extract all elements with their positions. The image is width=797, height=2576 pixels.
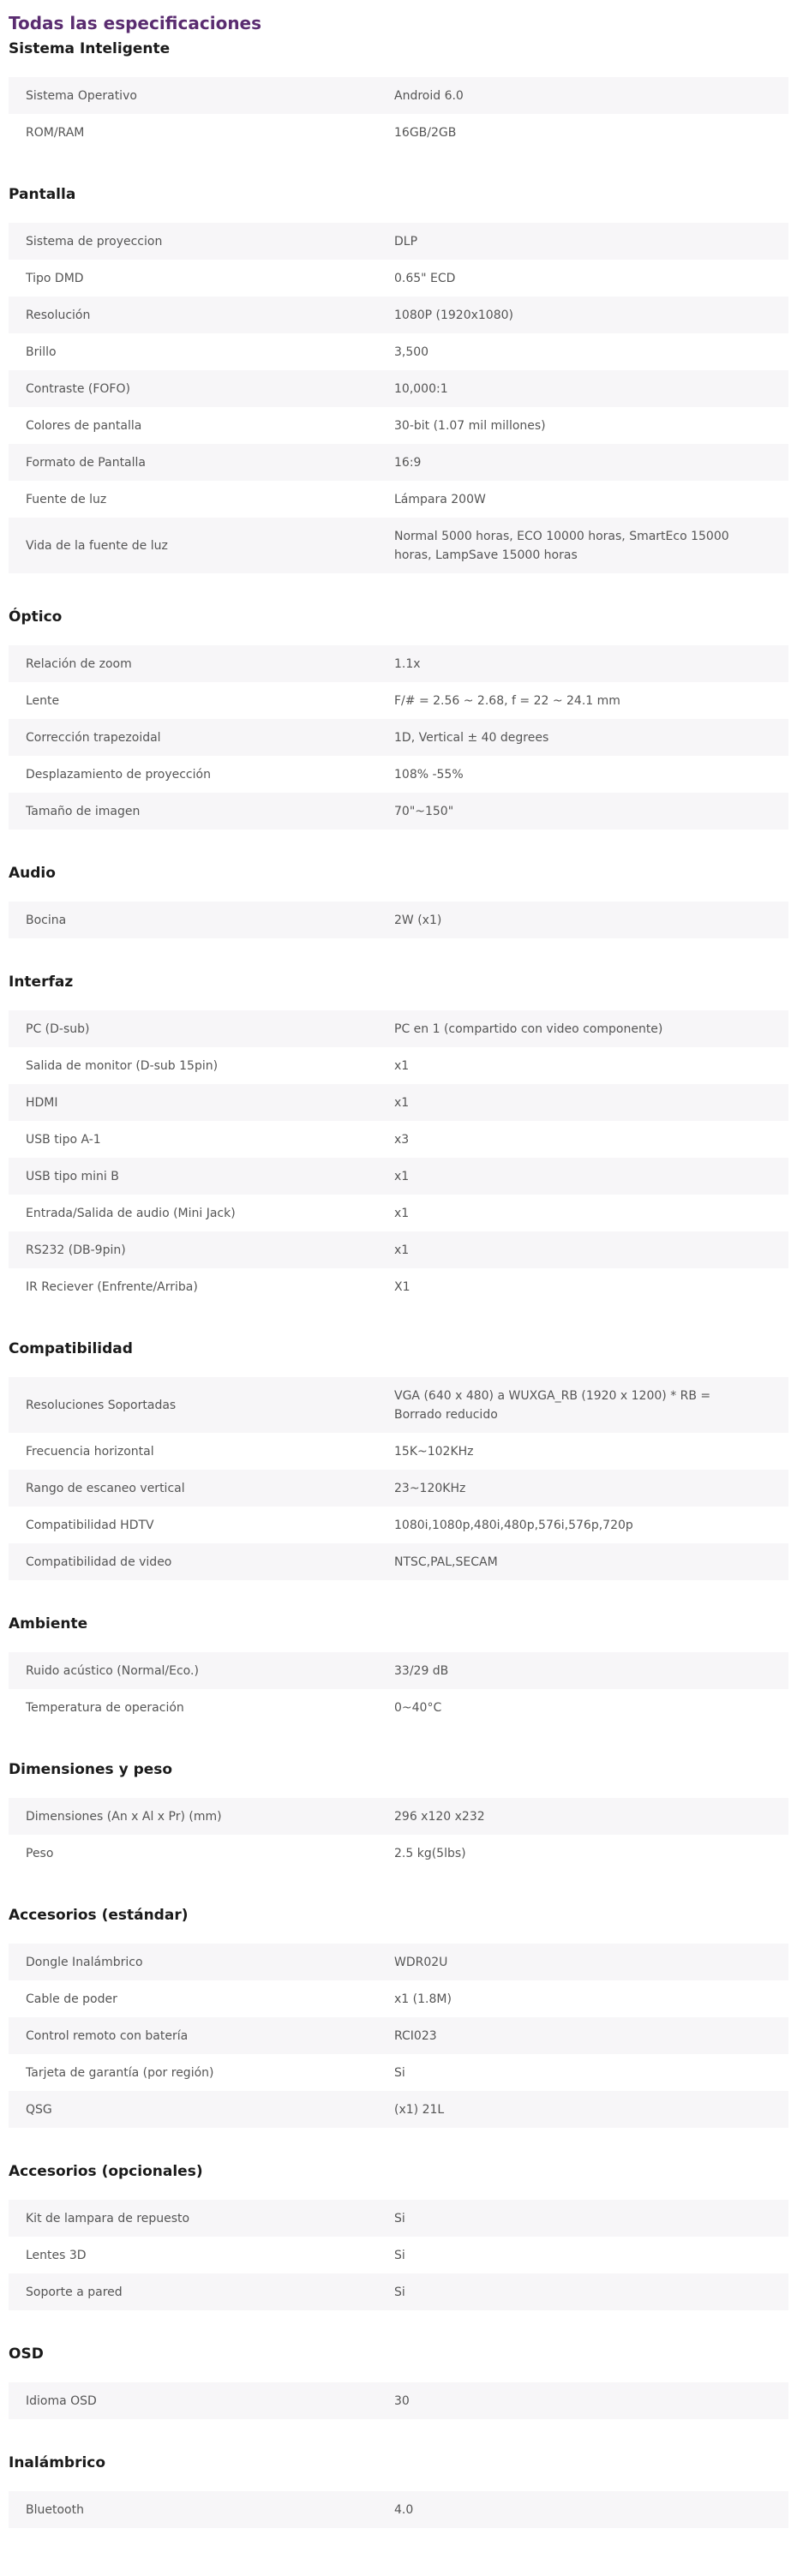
spec-table (9, 77, 788, 151)
spec-row (9, 407, 788, 444)
section-title: Sistema Inteligente (9, 40, 171, 57)
spec-label: Frecuencia horizontal (26, 1444, 154, 1459)
section-title: Pantalla (9, 186, 76, 203)
spec-value: 4.0 (394, 2502, 414, 2517)
spec-table (9, 1798, 788, 1872)
spec-value: 3,500 (394, 344, 429, 359)
spec-label: Corrección trapezoidal (26, 730, 161, 745)
spec-label: Fuente de luz (26, 492, 107, 506)
spec-label: IR Reciever (Enfrente/Arriba) (26, 1279, 198, 1294)
spec-row (9, 1835, 788, 1872)
spec-row (9, 2091, 788, 2128)
spec-table (9, 1010, 788, 1305)
spec-section (9, 594, 788, 830)
spec-table (9, 223, 788, 573)
spec-row (9, 902, 788, 938)
spec-row (9, 1158, 788, 1195)
spec-row (9, 2382, 788, 2419)
spec-value: 30 (394, 2393, 410, 2408)
spec-label: Control remoto con batería (26, 2028, 189, 2043)
spec-label: Relación de zoom (26, 656, 132, 671)
spec-value: 1080P (1920x1080) (394, 308, 513, 322)
spec-value: 296 x120 x232 (394, 1809, 485, 1824)
spec-label: Tipo DMD (26, 271, 84, 285)
spec-section (9, 1746, 788, 1872)
spec-row (9, 114, 788, 151)
section-title: Interfaz (9, 973, 74, 991)
spec-row (9, 297, 788, 333)
spec-table (9, 645, 788, 830)
spec-section (9, 36, 788, 151)
spec-label: ROM/RAM (26, 125, 85, 140)
spec-row (9, 333, 788, 370)
spec-value: Android 6.0 (394, 88, 464, 103)
spec-label: USB tipo mini B (26, 1169, 119, 1183)
spec-label: Compatibilidad de video (26, 1555, 172, 1569)
spec-table (9, 1652, 788, 1726)
spec-row (9, 260, 788, 297)
section-title: Audio (9, 865, 56, 882)
spec-value: Si (394, 2248, 405, 2262)
spec-label: Sistema Operativo (26, 88, 137, 103)
spec-label: Idioma OSD (26, 2393, 97, 2408)
spec-value: 108% -55% (394, 767, 464, 782)
spec-row (9, 1543, 788, 1580)
section-title: Accesorios (estándar) (9, 1907, 189, 1924)
spec-value: NTSC,PAL,SECAM (394, 1555, 498, 1569)
spec-label: HDMI (26, 1095, 58, 1110)
spec-label: Kit de lampara de repuesto (26, 2211, 190, 2226)
spec-row (9, 1470, 788, 1507)
spec-value: x1 (394, 1206, 410, 1220)
spec-value: F/# = 2.56 ~ 2.68, f = 22 ~ 24.1 mm (394, 693, 620, 708)
spec-value: 1.1x (394, 656, 421, 671)
spec-value: 23~120KHz (394, 1481, 466, 1495)
spec-row (9, 370, 788, 407)
spec-section (9, 2440, 788, 2528)
spec-value: x1 (394, 1058, 410, 1073)
spec-table (9, 2382, 788, 2419)
spec-label: Peso (26, 1846, 54, 1860)
spec-table (9, 2200, 788, 2310)
spec-row (9, 719, 788, 756)
spec-row (9, 2237, 788, 2273)
spec-label: Resoluciones Soportadas (26, 1398, 177, 1412)
spec-value: 16GB/2GB (394, 125, 457, 140)
spec-value: 15K~102KHz (394, 1444, 474, 1459)
spec-table (9, 2491, 788, 2528)
spec-row (9, 1231, 788, 1268)
spec-row (9, 793, 788, 830)
spec-label: RS232 (DB-9pin) (26, 1243, 126, 1257)
spec-label: Tamaño de imagen (26, 804, 141, 818)
spec-row (9, 481, 788, 518)
spec-label: Brillo (26, 344, 57, 359)
spec-row (9, 1798, 788, 1835)
spec-value: 10,000:1 (394, 381, 448, 396)
section-title: Accesorios (opcionales) (9, 2163, 203, 2180)
spec-value: WDR02U (394, 1955, 448, 1969)
spec-row (9, 1121, 788, 1158)
spec-table (9, 902, 788, 938)
spec-value: 1080i,1080p,480i,480p,576i,576p,720p (394, 1518, 633, 1532)
spec-value: X1 (394, 1279, 410, 1294)
spec-value: x1 (394, 1095, 410, 1110)
spec-label: QSG (26, 2102, 52, 2117)
spec-value: RCI023 (394, 2028, 437, 2043)
spec-row (9, 1652, 788, 1689)
spec-label: Dongle Inalámbrico (26, 1955, 143, 1969)
spec-row (9, 682, 788, 719)
spec-label: Sistema de proyeccion (26, 234, 163, 249)
spec-row (9, 1689, 788, 1726)
spec-label: PC (D-sub) (26, 1021, 90, 1036)
spec-section (9, 1892, 788, 2128)
spec-row (9, 1507, 788, 1543)
spec-label: Rango de escaneo vertical (26, 1481, 185, 1495)
spec-value: 30-bit (1.07 mil millones) (394, 418, 546, 433)
spec-section (9, 850, 788, 938)
spec-section (9, 2331, 788, 2419)
spec-label: Compatibilidad HDTV (26, 1518, 154, 1532)
spec-section (9, 1326, 788, 1580)
spec-value: x1 (1.8M) (394, 1992, 452, 2006)
spec-label: USB tipo A-1 (26, 1132, 101, 1147)
spec-value: 0~40°C (394, 1700, 442, 1715)
spec-value: 33/29 dB (394, 1663, 449, 1678)
spec-label: Cable de poder (26, 1992, 117, 2006)
spec-row (9, 444, 788, 481)
section-title: Compatibilidad (9, 1340, 133, 1357)
spec-row (9, 645, 788, 682)
spec-section (9, 959, 788, 1305)
spec-row (9, 2017, 788, 2054)
spec-row (9, 2054, 788, 2091)
spec-label: Ruido acústico (Normal/Eco.) (26, 1663, 199, 1678)
spec-row (9, 1944, 788, 1980)
spec-label: Soporte a pared (26, 2285, 123, 2299)
spec-value: 2.5 kg(5lbs) (394, 1846, 466, 1860)
spec-label: Lente (26, 693, 60, 708)
spec-row (9, 1433, 788, 1470)
spec-label: Colores de pantalla (26, 418, 142, 433)
page-title: Todas las especificaciones (9, 13, 262, 33)
spec-row (9, 2491, 788, 2528)
spec-label: Bluetooth (26, 2502, 84, 2517)
spec-value: 70"~150" (394, 804, 454, 818)
spec-label: Vida de la fuente de luz (26, 538, 168, 553)
spec-section (9, 171, 788, 573)
spec-label: Dimensiones (An x Al x Pr) (mm) (26, 1809, 222, 1824)
spec-sections (9, 36, 788, 2528)
spec-row (9, 1084, 788, 1121)
spec-value: Normal 5000 horas, ECO 10000 horas, SmartEco 15000 horas, LampSave 15000 horas (394, 529, 729, 562)
spec-row (9, 2273, 788, 2310)
section-title: Ambiente (9, 1615, 88, 1632)
spec-label: Temperatura de operación (26, 1700, 184, 1715)
section-title: Inalámbrico (9, 2454, 106, 2471)
spec-label: Bocina (26, 913, 67, 927)
spec-value: x1 (394, 1169, 410, 1183)
spec-label: Entrada/Salida de audio (Mini Jack) (26, 1206, 236, 1220)
spec-label: Lentes 3D (26, 2248, 87, 2262)
spec-table (9, 1944, 788, 2128)
spec-value: PC en 1 (compartido con video componente) (394, 1021, 663, 1036)
spec-label: Resolución (26, 308, 91, 322)
spec-value: x1 (394, 1243, 410, 1257)
spec-label: Desplazamiento de proyección (26, 767, 211, 782)
spec-label: Tarjeta de garantía (por región) (26, 2065, 214, 2080)
spec-label: Contraste (FOFO) (26, 381, 130, 396)
spec-value: 2W (x1) (394, 913, 442, 927)
spec-value: 16:9 (394, 455, 422, 470)
spec-section (9, 1601, 788, 1726)
spec-value: Si (394, 2285, 405, 2299)
spec-row (9, 223, 788, 260)
spec-row (9, 77, 788, 114)
spec-section (9, 2148, 788, 2310)
spec-value: Lámpara 200W (394, 492, 486, 506)
section-title: Óptico (9, 608, 63, 626)
section-title: Dimensiones y peso (9, 1761, 173, 1778)
spec-value: 1D, Vertical ± 40 degrees (394, 730, 549, 745)
spec-row (9, 1268, 788, 1305)
spec-label: Formato de Pantalla (26, 455, 146, 470)
spec-row (9, 1980, 788, 2017)
spec-value: Si (394, 2211, 405, 2226)
spec-value: x3 (394, 1132, 410, 1147)
spec-row (9, 518, 788, 573)
spec-value: DLP (394, 234, 418, 249)
spec-row (9, 1377, 788, 1433)
spec-value: VGA (640 x 480) a WUXGA_RB (1920 x 1200) * RB = Borrado reducido (394, 1388, 711, 1422)
spec-value: (x1) 21L (394, 2102, 445, 2117)
spec-label: Salida de monitor (D-sub 15pin) (26, 1058, 219, 1073)
spec-table (9, 1377, 788, 1580)
spec-row (9, 756, 788, 793)
spec-value: Si (394, 2065, 405, 2080)
spec-row (9, 1010, 788, 1047)
spec-row (9, 2200, 788, 2237)
spec-value: 0.65" ECD (394, 271, 456, 285)
spec-row (9, 1195, 788, 1231)
spec-row (9, 1047, 788, 1084)
section-title: OSD (9, 2345, 44, 2363)
